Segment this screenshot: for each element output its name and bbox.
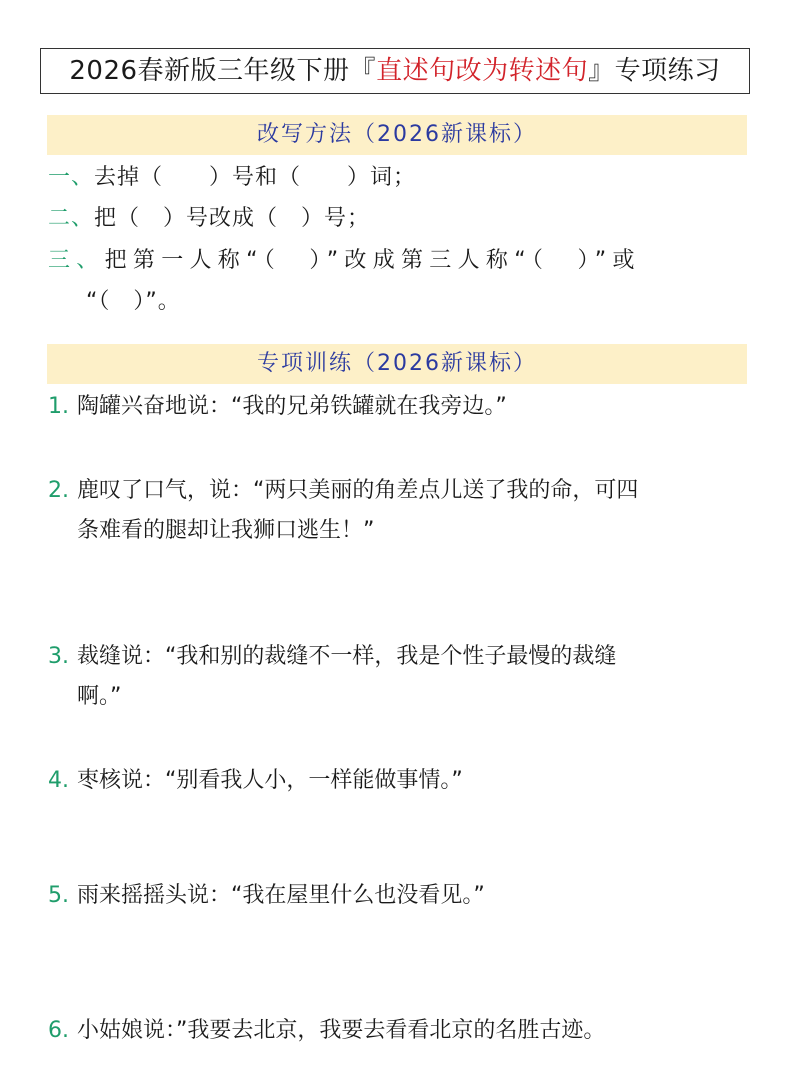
method-text: “（ ）”。 [86,289,181,314]
question-text: 枣核说：“别看我人小，一样能做事情。” [77,768,463,793]
title-highlight: 直述句改为转述句 [376,56,589,86]
title-prefix: 2026春新版三年级下册『 [69,56,377,86]
question-5 [48,876,748,916]
question-text-line-1: 鹿叹了口气，说：“两只美丽的角差点儿送了我的命，可四 [77,478,639,503]
question-1 [48,387,748,427]
question-text-line-2: 条难看的腿却让我狮口逃生！” [77,518,375,543]
method-heading: 改写方法（2026新课标） [47,115,747,155]
question-6 [48,1011,748,1051]
method-text: 把（ ）号改成（ ）号； [94,206,371,231]
practice-heading: 专项训练（2026新课标） [47,344,747,384]
question-text: 小姑娘说：”我要去北京，我要去看看北京的名胜古迹。 [77,1018,606,1043]
question-number: 1. [48,394,69,419]
question-number: 6. [48,1018,69,1043]
question-text: 陶罐兴奋地说：“我的兄弟铁罐就在我旁边。” [77,394,507,419]
question-number: 5. [48,883,69,908]
method-item-2 [48,199,748,239]
question-number: 4. [48,768,69,793]
question-text-line-1: 裁缝说：“我和别的裁缝不一样，我是个性子最慢的裁缝 [77,644,617,669]
question-2 [48,471,748,551]
question-number: 2. [48,478,69,503]
method-num: 三、 [48,248,105,273]
question-4 [48,761,748,801]
method-text: 把第一人称“（ ）”改成第三人称“（ ）”或 [104,248,641,273]
method-num: 一、 [48,165,95,190]
question-text-line-2: 啊。” [77,684,122,709]
method-item-1 [48,158,748,198]
worksheet-title [40,48,750,94]
method-item-3-continued [86,282,746,322]
question-number: 3. [48,644,69,669]
method-item-3 [48,241,748,281]
question-text: 雨来摇摇头说：“我在屋里什么也没看见。” [77,883,485,908]
question-3 [48,637,748,717]
method-num: 二、 [48,206,95,231]
title-suffix: 』专项练习 [588,56,721,86]
method-text: 去掉（ ）号和（ ）词； [94,165,417,190]
